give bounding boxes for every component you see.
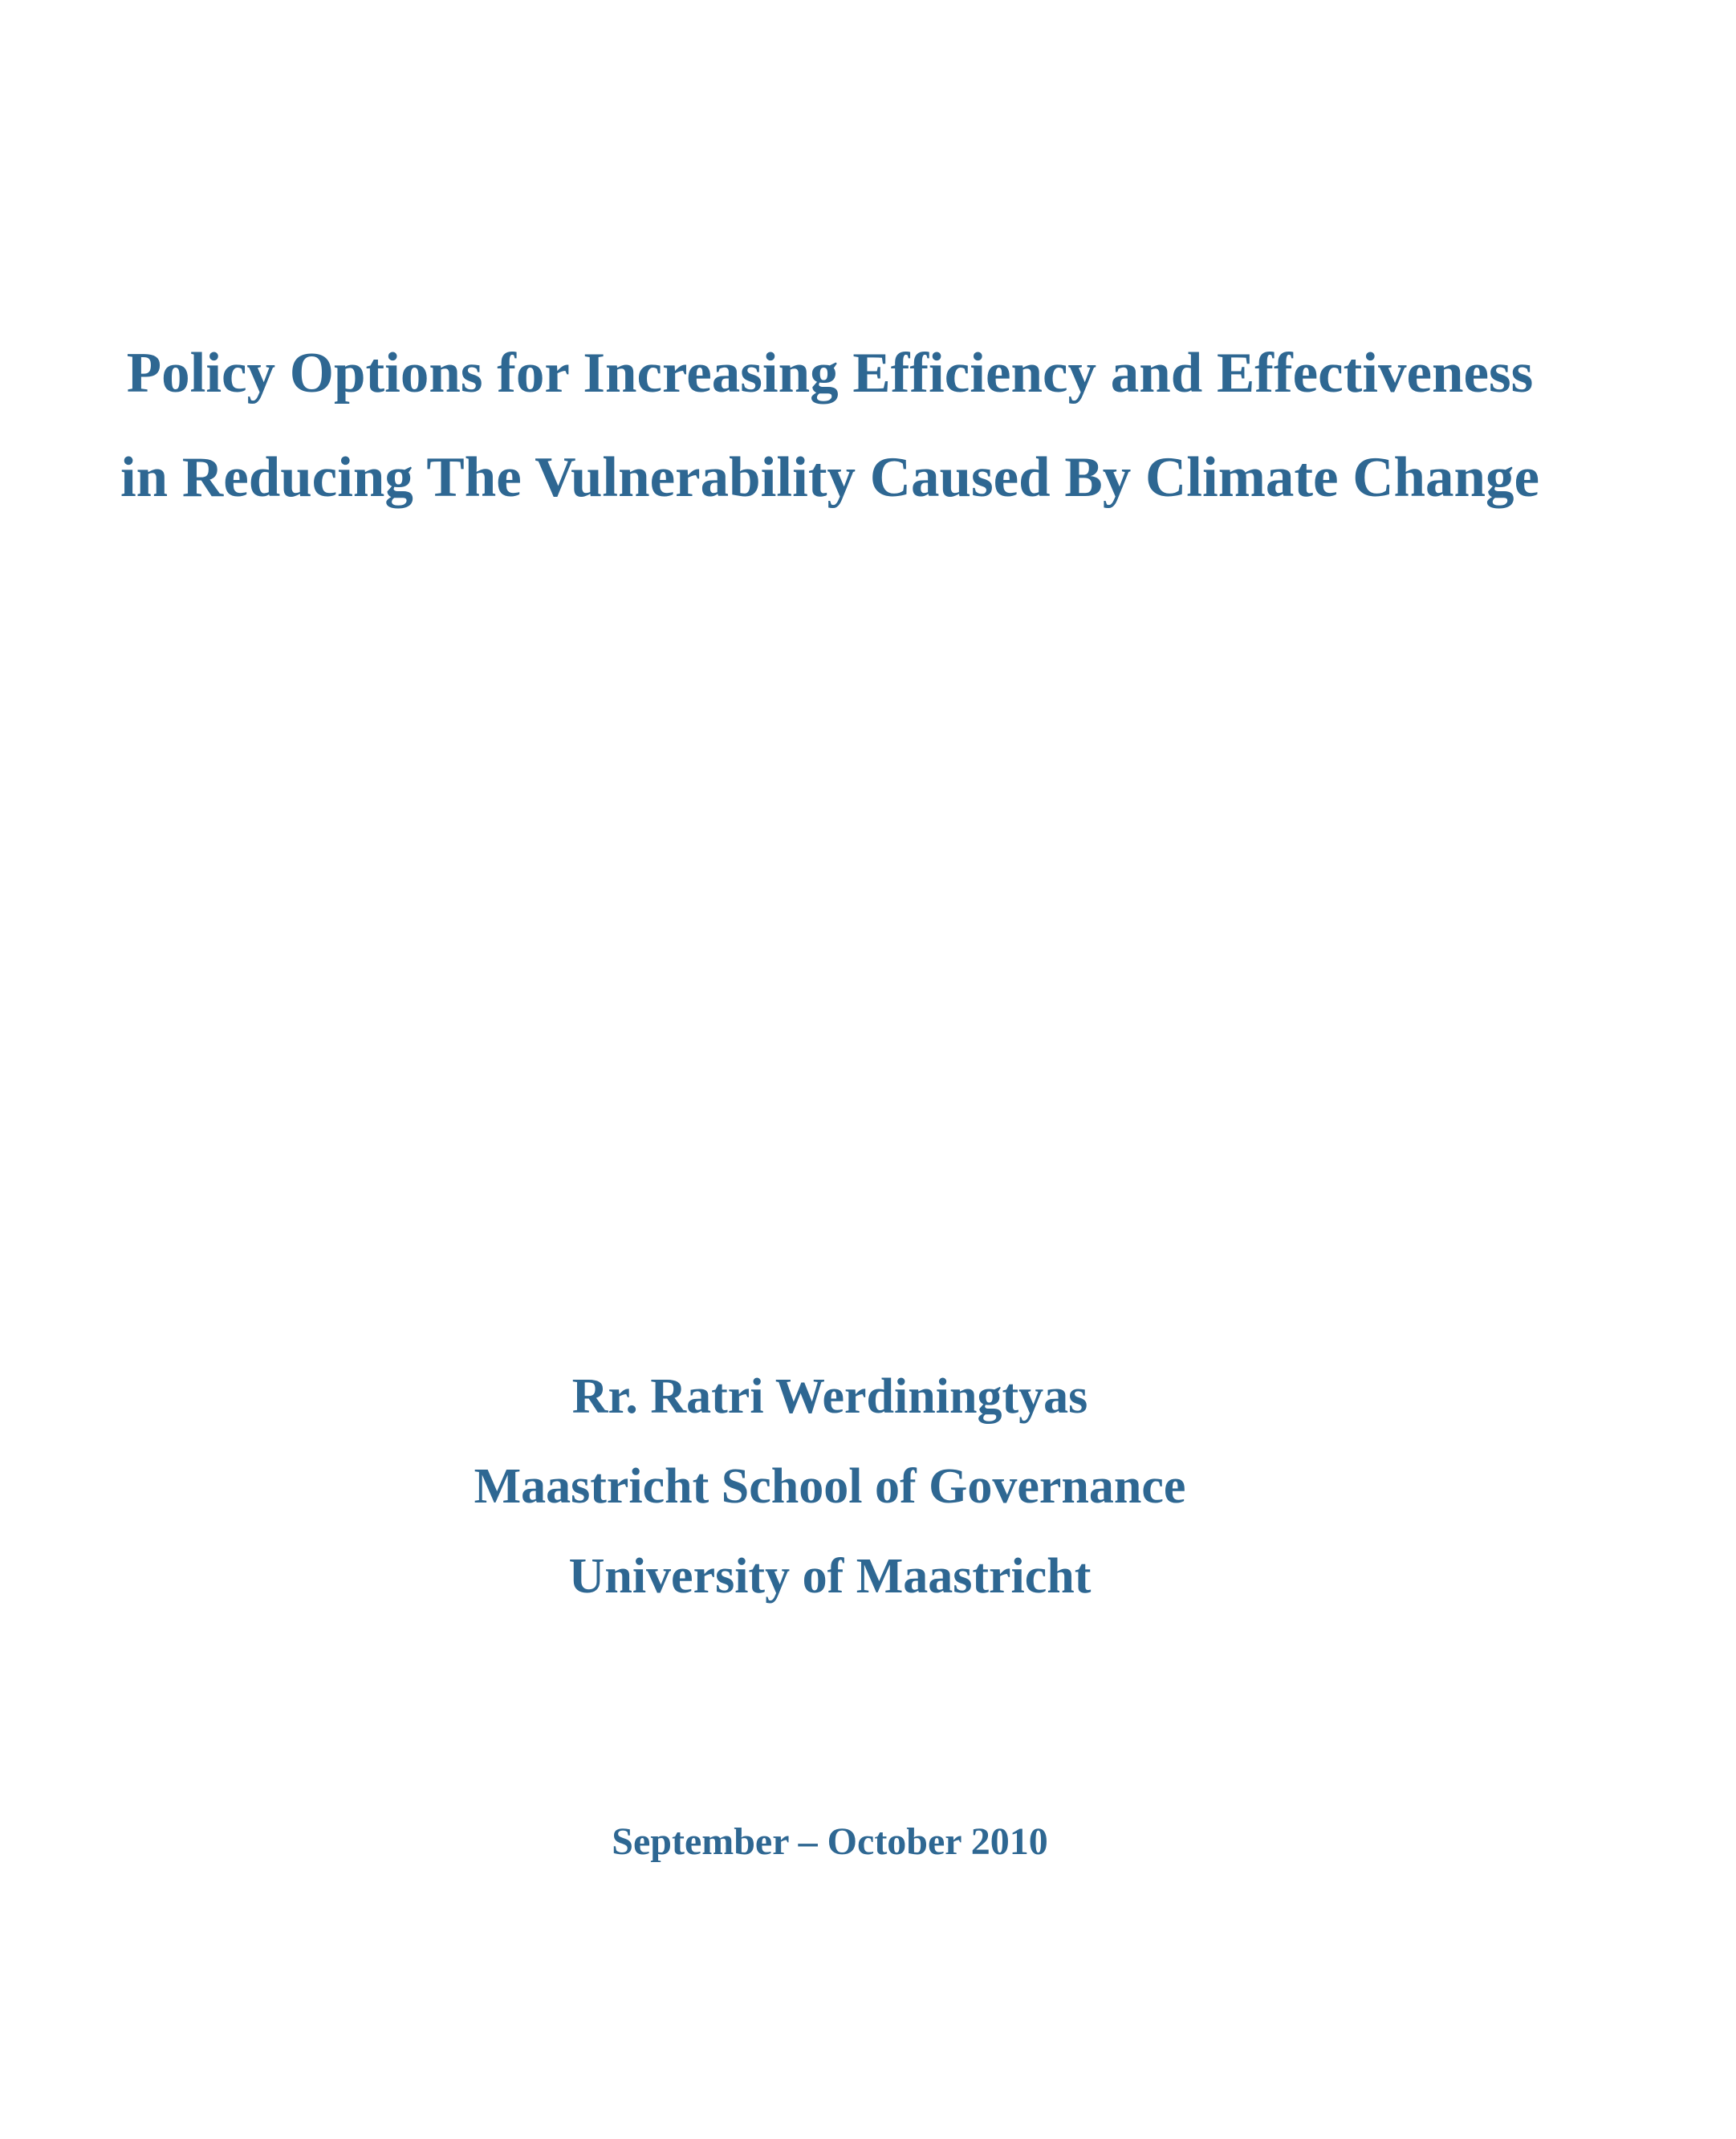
document-date: September – October 2010 <box>612 1820 1048 1863</box>
title-line-1: Policy Options for Increasing Efficiency and Effectiveness <box>126 342 1534 405</box>
author-info <box>0 1352 1736 1621</box>
title-line-2: in Reducing The Vulnerability Caused By Climate Change <box>120 446 1540 509</box>
author-name: Rr. Ratri Werdiningtyas <box>571 1369 1088 1424</box>
school-name: Maastricht School of Governance <box>474 1459 1186 1514</box>
date-info <box>0 1810 1736 1874</box>
university-name: University of Maastricht <box>568 1549 1092 1604</box>
document-title <box>0 321 1736 530</box>
